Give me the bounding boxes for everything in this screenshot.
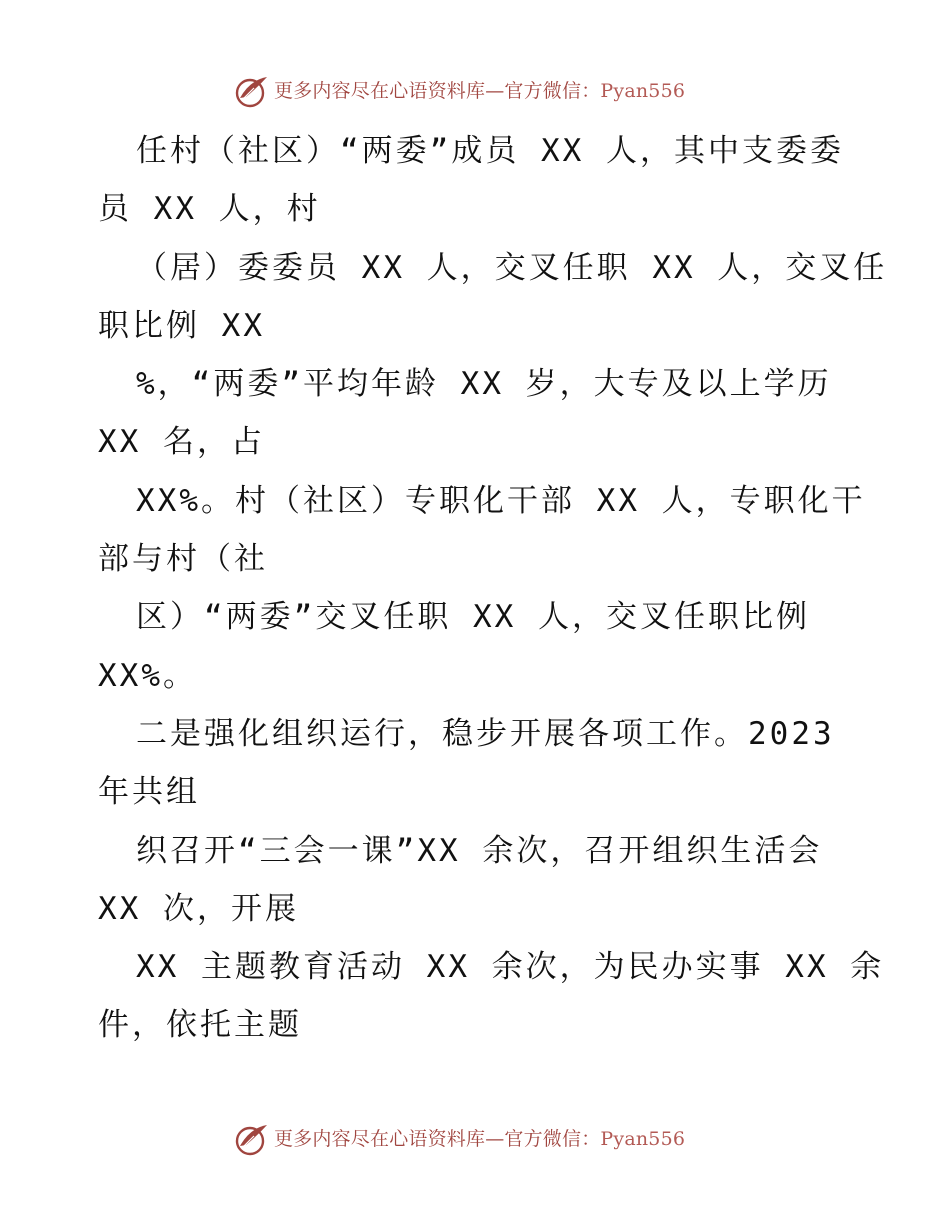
- wechat-id: Pyan556: [600, 1128, 686, 1150]
- body-line: XX%。: [98, 657, 197, 694]
- body-line: 年共组: [98, 774, 200, 811]
- quill-logo-icon: [234, 74, 270, 108]
- banner-caption: 更多内容尽在心语资料库—官方微信：: [274, 80, 601, 102]
- body-line: %，“两委”平均年龄 XX 岁，大专及以上学历: [136, 366, 832, 403]
- banner-text: [274, 1127, 685, 1151]
- quill-logo-icon: [234, 1122, 270, 1156]
- footer-banner: [0, 1120, 950, 1160]
- banner-text: [274, 79, 685, 103]
- body-line: 件，依托主题: [98, 1007, 302, 1044]
- body-line: XX%。村（社区）专职化干部 XX 人，专职化干: [136, 482, 866, 519]
- document-body: [98, 122, 888, 1055]
- body-line: 区）“两委”交叉任职 XX 人，交叉任职比例: [136, 599, 810, 636]
- body-line: 部与村（社: [98, 541, 268, 578]
- body-line: XX 次，开展: [98, 890, 299, 927]
- body-line: 织召开“三会一课”XX 余次，召开组织生活会: [136, 832, 823, 869]
- body-line: 职比例 XX: [98, 307, 265, 344]
- body-line: XX 名，占: [98, 424, 265, 461]
- body-line: （居）委委员 XX 人，交叉任职 XX 人，交叉任: [136, 249, 888, 286]
- header-banner: [0, 72, 950, 112]
- wechat-id: Pyan556: [600, 80, 686, 102]
- body-line: 员 XX 人，村: [98, 191, 321, 228]
- body-line: XX 主题教育活动 XX 余次，为民办实事 XX 余: [136, 949, 885, 986]
- banner-caption: 更多内容尽在心语资料库—官方微信：: [274, 1128, 601, 1150]
- body-line: 二是强化组织运行，稳步开展各项工作。2023: [136, 715, 835, 752]
- body-line: 任村（社区）“两委”成员 XX 人，其中支委委: [136, 133, 844, 169]
